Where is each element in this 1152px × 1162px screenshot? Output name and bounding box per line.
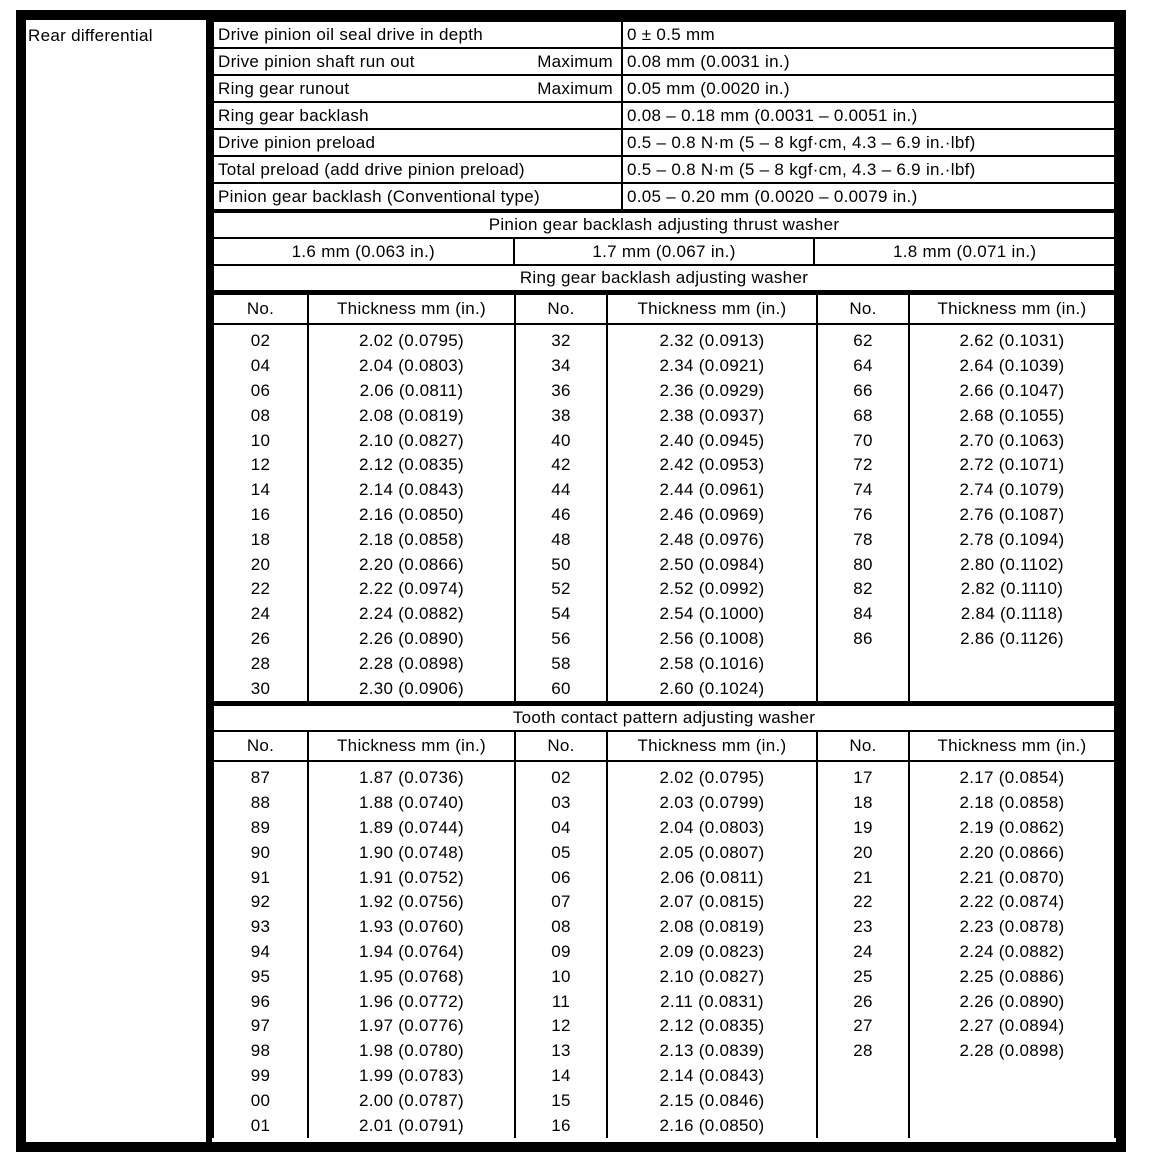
washer-thickness: 2.20 (0.0866) xyxy=(308,552,515,577)
washer-no: 27 xyxy=(817,1014,909,1039)
washer-thickness: 2.32 (0.0913) xyxy=(607,324,817,354)
col-header-thickness: Thickness mm (in.) xyxy=(308,295,515,324)
washer-no: 95 xyxy=(213,964,308,989)
washer-thickness: 2.18 (0.0858) xyxy=(909,791,1115,816)
table-row xyxy=(213,1039,1115,1064)
washer-no: 68 xyxy=(817,403,909,428)
washer-no: 22 xyxy=(817,890,909,915)
washer-no: 24 xyxy=(817,940,909,965)
washer-no: 02 xyxy=(213,324,308,354)
table-row xyxy=(213,577,1115,602)
washer-thickness: 2.12 (0.0835) xyxy=(607,1014,817,1039)
washer-thickness: 1.91 (0.0752) xyxy=(308,865,515,890)
washer-no: 44 xyxy=(515,478,607,503)
washer-no: 14 xyxy=(213,478,308,503)
washer-thickness: 2.15 (0.0846) xyxy=(607,1088,817,1113)
table-row xyxy=(213,503,1115,528)
table-row xyxy=(213,1064,1115,1089)
spec-label-cell xyxy=(213,21,622,48)
tooth-contact-washer-table xyxy=(212,732,1116,1138)
washer-thickness: 1.87 (0.0736) xyxy=(308,761,515,791)
pinion-washer-size: 1.6 mm (0.063 in.) xyxy=(213,238,514,265)
washer-no: 08 xyxy=(213,403,308,428)
washer-no: 50 xyxy=(515,552,607,577)
table-row xyxy=(213,865,1115,890)
washer-no: 80 xyxy=(817,552,909,577)
washer-thickness: 2.26 (0.0890) xyxy=(909,989,1115,1014)
washer-no: 00 xyxy=(213,1088,308,1113)
washer-no: 56 xyxy=(515,627,607,652)
washer-no: 20 xyxy=(817,840,909,865)
washer-no: 01 xyxy=(213,1113,308,1138)
washer-thickness: 1.89 (0.0744) xyxy=(308,816,515,841)
washer-no: 16 xyxy=(515,1113,607,1138)
spec-label: Ring gear runout xyxy=(218,78,350,98)
washer-no: 30 xyxy=(213,676,308,701)
washer-no xyxy=(817,676,909,701)
washer-thickness: 2.30 (0.0906) xyxy=(308,676,515,701)
washer-no: 16 xyxy=(213,503,308,528)
washer-no: 11 xyxy=(515,989,607,1014)
washer-no: 13 xyxy=(515,1039,607,1064)
washer-no: 09 xyxy=(515,940,607,965)
washer-no: 89 xyxy=(213,816,308,841)
washer-thickness: 2.86 (0.1126) xyxy=(909,627,1115,652)
table-row xyxy=(213,940,1115,965)
washer-thickness: 2.48 (0.0976) xyxy=(607,527,817,552)
washer-thickness: 2.18 (0.0858) xyxy=(308,527,515,552)
spec-value: 0.08 mm (0.0031 in.) xyxy=(622,48,1115,75)
washer-no: 15 xyxy=(515,1088,607,1113)
spec-main xyxy=(212,20,1116,1142)
washer-no: 34 xyxy=(515,354,607,379)
washer-thickness: 1.96 (0.0772) xyxy=(308,989,515,1014)
washer-no xyxy=(817,1064,909,1089)
washer-no: 10 xyxy=(515,964,607,989)
spec-row xyxy=(213,129,1115,156)
washer-no: 17 xyxy=(817,761,909,791)
tooth-contact-title-table xyxy=(212,701,1116,732)
washer-no xyxy=(817,1088,909,1113)
spec-value: 0.05 mm (0.0020 in.) xyxy=(622,75,1115,102)
table-row xyxy=(213,552,1115,577)
washer-thickness: 2.42 (0.0953) xyxy=(607,453,817,478)
washer-thickness: 2.36 (0.0929) xyxy=(607,379,817,404)
spec-row xyxy=(213,48,1115,75)
table-row xyxy=(213,915,1115,940)
washer-thickness: 2.23 (0.0878) xyxy=(909,915,1115,940)
washer-thickness: 2.28 (0.0898) xyxy=(909,1039,1115,1064)
washer-no: 06 xyxy=(213,379,308,404)
washer-thickness: 2.56 (0.1008) xyxy=(607,627,817,652)
washer-no: 25 xyxy=(817,964,909,989)
spec-row xyxy=(213,102,1115,129)
washer-thickness: 2.14 (0.0843) xyxy=(607,1064,817,1089)
washer-thickness: 2.01 (0.0791) xyxy=(308,1113,515,1138)
pinion-washer-title: Pinion gear backlash adjusting thrust washer xyxy=(213,212,1115,238)
washer-thickness: 2.26 (0.0890) xyxy=(308,627,515,652)
table-row xyxy=(213,676,1115,701)
col-header-no: No. xyxy=(817,295,909,324)
washer-thickness: 1.94 (0.0764) xyxy=(308,940,515,965)
spec-label: Ring gear backlash xyxy=(218,105,369,125)
table-row xyxy=(213,478,1115,503)
washer-no: 22 xyxy=(213,577,308,602)
washer-no xyxy=(817,651,909,676)
washer-no: 48 xyxy=(515,527,607,552)
table-row xyxy=(213,840,1115,865)
washer-thickness: 2.08 (0.0819) xyxy=(308,403,515,428)
spec-row xyxy=(213,21,1115,48)
washer-thickness: 2.40 (0.0945) xyxy=(607,428,817,453)
spec-qualifier: Maximum xyxy=(537,79,613,98)
section-label-column xyxy=(26,20,212,1142)
washer-no: 93 xyxy=(213,915,308,940)
washer-no: 91 xyxy=(213,865,308,890)
washer-thickness: 2.60 (0.1024) xyxy=(607,676,817,701)
washer-thickness: 2.74 (0.1079) xyxy=(909,478,1115,503)
washer-thickness: 2.08 (0.0819) xyxy=(607,915,817,940)
washer-thickness: 2.52 (0.0992) xyxy=(607,577,817,602)
spec-row xyxy=(213,75,1115,102)
col-header-thickness: Thickness mm (in.) xyxy=(909,295,1115,324)
table-row xyxy=(213,602,1115,627)
washer-thickness: 1.90 (0.0748) xyxy=(308,840,515,865)
washer-thickness: 2.20 (0.0866) xyxy=(909,840,1115,865)
washer-thickness: 1.92 (0.0756) xyxy=(308,890,515,915)
washer-thickness: 2.12 (0.0835) xyxy=(308,453,515,478)
washer-thickness: 2.80 (0.1102) xyxy=(909,552,1115,577)
washer-thickness: 1.95 (0.0768) xyxy=(308,964,515,989)
washer-thickness: 2.50 (0.0984) xyxy=(607,552,817,577)
spec-label-cell xyxy=(213,129,622,156)
washer-thickness: 2.03 (0.0799) xyxy=(607,791,817,816)
washer-thickness xyxy=(909,1113,1115,1138)
section-label: Rear differential xyxy=(28,26,153,45)
washer-thickness: 2.66 (0.1047) xyxy=(909,379,1115,404)
washer-thickness xyxy=(909,1088,1115,1113)
spec-label: Drive pinion oil seal drive in depth xyxy=(218,24,483,44)
washer-thickness: 2.00 (0.0787) xyxy=(308,1088,515,1113)
washer-no: 97 xyxy=(213,1014,308,1039)
washer-no: 12 xyxy=(213,453,308,478)
table-row xyxy=(213,379,1115,404)
table-row xyxy=(213,627,1115,652)
washer-thickness: 2.22 (0.0874) xyxy=(909,890,1115,915)
col-header-thickness: Thickness mm (in.) xyxy=(607,295,817,324)
washer-no: 90 xyxy=(213,840,308,865)
washer-no: 70 xyxy=(817,428,909,453)
washer-thickness: 2.28 (0.0898) xyxy=(308,651,515,676)
washer-no: 82 xyxy=(817,577,909,602)
table-row xyxy=(213,761,1115,791)
table-row xyxy=(213,791,1115,816)
washer-thickness: 2.72 (0.1071) xyxy=(909,453,1115,478)
washer-no: 64 xyxy=(817,354,909,379)
washer-no: 24 xyxy=(213,602,308,627)
pinion-washer-size: 1.8 mm (0.071 in.) xyxy=(814,238,1115,265)
table-row xyxy=(213,403,1115,428)
table-row xyxy=(213,1113,1115,1138)
washer-thickness: 2.10 (0.0827) xyxy=(607,964,817,989)
washer-thickness: 2.10 (0.0827) xyxy=(308,428,515,453)
washer-no: 86 xyxy=(817,627,909,652)
washer-no: 99 xyxy=(213,1064,308,1089)
washer-thickness: 2.17 (0.0854) xyxy=(909,761,1115,791)
washer-thickness xyxy=(909,676,1115,701)
washer-no: 54 xyxy=(515,602,607,627)
washer-thickness xyxy=(909,651,1115,676)
washer-no: 10 xyxy=(213,428,308,453)
washer-no: 04 xyxy=(515,816,607,841)
table-row xyxy=(213,964,1115,989)
col-header-no: No. xyxy=(817,732,909,761)
tooth-contact-washer-title: Tooth contact pattern adjusting washer xyxy=(213,703,1115,731)
washer-no xyxy=(817,1113,909,1138)
col-header-no: No. xyxy=(515,732,607,761)
washer-no: 02 xyxy=(515,761,607,791)
washer-thickness: 2.16 (0.0850) xyxy=(607,1113,817,1138)
washer-thickness: 1.98 (0.0780) xyxy=(308,1039,515,1064)
washer-no: 19 xyxy=(817,816,909,841)
col-header-no: No. xyxy=(515,295,607,324)
table-header-row xyxy=(213,295,1115,324)
spec-qualifier: Maximum xyxy=(537,52,613,71)
washer-no: 14 xyxy=(515,1064,607,1089)
washer-thickness: 2.68 (0.1055) xyxy=(909,403,1115,428)
washer-thickness: 2.16 (0.0850) xyxy=(308,503,515,528)
washer-thickness: 2.44 (0.0961) xyxy=(607,478,817,503)
washer-thickness: 2.04 (0.0803) xyxy=(308,354,515,379)
washer-no: 32 xyxy=(515,324,607,354)
washer-thickness: 2.04 (0.0803) xyxy=(607,816,817,841)
washer-thickness: 2.24 (0.0882) xyxy=(909,940,1115,965)
spec-label-cell xyxy=(213,48,622,75)
washer-no: 74 xyxy=(817,478,909,503)
col-header-no: No. xyxy=(213,732,308,761)
table-row xyxy=(213,651,1115,676)
washer-thickness: 2.34 (0.0921) xyxy=(607,354,817,379)
ring-gear-washer-title: Ring gear backlash adjusting washer xyxy=(213,265,1115,293)
washer-thickness: 2.19 (0.0862) xyxy=(909,816,1115,841)
washer-thickness: 2.07 (0.0815) xyxy=(607,890,817,915)
table-row xyxy=(213,890,1115,915)
washer-no: 42 xyxy=(515,453,607,478)
washer-no: 96 xyxy=(213,989,308,1014)
washer-thickness: 2.62 (0.1031) xyxy=(909,324,1115,354)
washer-thickness: 2.46 (0.0969) xyxy=(607,503,817,528)
washer-no: 07 xyxy=(515,890,607,915)
washer-no: 40 xyxy=(515,428,607,453)
table-row xyxy=(213,428,1115,453)
washer-no: 62 xyxy=(817,324,909,354)
washer-no: 28 xyxy=(817,1039,909,1064)
washer-no: 03 xyxy=(515,791,607,816)
spec-value: 0.08 – 0.18 mm (0.0031 – 0.0051 in.) xyxy=(622,102,1115,129)
washer-no: 18 xyxy=(817,791,909,816)
col-header-thickness: Thickness mm (in.) xyxy=(909,732,1115,761)
ring-gear-washer-table xyxy=(212,295,1116,701)
spec-label: Drive pinion shaft run out xyxy=(218,51,415,71)
table-row xyxy=(213,324,1115,354)
washer-thickness: 1.93 (0.0760) xyxy=(308,915,515,940)
spec-label-cell xyxy=(213,183,622,210)
washer-thickness: 2.09 (0.0823) xyxy=(607,940,817,965)
washer-no: 46 xyxy=(515,503,607,528)
table-row xyxy=(213,1014,1115,1039)
col-header-thickness: Thickness mm (in.) xyxy=(607,732,817,761)
washer-thickness: 2.76 (0.1087) xyxy=(909,503,1115,528)
spec-value: 0 ± 0.5 mm xyxy=(622,21,1115,48)
spec-sheet-frame xyxy=(16,10,1126,1152)
spec-label-cell xyxy=(213,102,622,129)
washer-no: 98 xyxy=(213,1039,308,1064)
spec-table xyxy=(212,20,1116,211)
table-row xyxy=(213,1088,1115,1113)
washer-no: 06 xyxy=(515,865,607,890)
washer-no: 12 xyxy=(515,1014,607,1039)
washer-no: 21 xyxy=(817,865,909,890)
washer-thickness: 2.70 (0.1063) xyxy=(909,428,1115,453)
washer-no: 26 xyxy=(817,989,909,1014)
washer-no: 94 xyxy=(213,940,308,965)
washer-no: 78 xyxy=(817,527,909,552)
washer-no: 04 xyxy=(213,354,308,379)
washer-thickness: 2.38 (0.0937) xyxy=(607,403,817,428)
washer-no: 23 xyxy=(817,915,909,940)
washer-thickness: 2.05 (0.0807) xyxy=(607,840,817,865)
washer-no: 58 xyxy=(515,651,607,676)
washer-thickness: 2.58 (0.1016) xyxy=(607,651,817,676)
washer-no: 08 xyxy=(515,915,607,940)
washer-thickness: 2.64 (0.1039) xyxy=(909,354,1115,379)
washer-thickness: 2.22 (0.0974) xyxy=(308,577,515,602)
washer-thickness: 2.25 (0.0886) xyxy=(909,964,1115,989)
washer-thickness: 2.14 (0.0843) xyxy=(308,478,515,503)
washer-thickness: 2.84 (0.1118) xyxy=(909,602,1115,627)
washer-thickness: 1.88 (0.0740) xyxy=(308,791,515,816)
pinion-washer-table xyxy=(212,211,1116,295)
washer-no: 84 xyxy=(817,602,909,627)
washer-no: 05 xyxy=(515,840,607,865)
washer-no: 36 xyxy=(515,379,607,404)
table-row xyxy=(213,816,1115,841)
washer-no: 72 xyxy=(817,453,909,478)
washer-thickness: 2.24 (0.0882) xyxy=(308,602,515,627)
washer-no: 76 xyxy=(817,503,909,528)
spec-value: 0.5 – 0.8 N·m (5 – 8 kgf·cm, 4.3 – 6.9 in.·lbf) xyxy=(622,129,1115,156)
washer-thickness: 2.02 (0.0795) xyxy=(308,324,515,354)
table-row xyxy=(213,453,1115,478)
washer-thickness: 2.13 (0.0839) xyxy=(607,1039,817,1064)
washer-thickness xyxy=(909,1064,1115,1089)
washer-no: 38 xyxy=(515,403,607,428)
washer-thickness: 2.02 (0.0795) xyxy=(607,761,817,791)
washer-no: 18 xyxy=(213,527,308,552)
spec-row xyxy=(213,156,1115,183)
washer-no: 66 xyxy=(817,379,909,404)
spec-label-cell xyxy=(213,156,622,183)
table-row xyxy=(213,527,1115,552)
pinion-washer-size: 1.7 mm (0.067 in.) xyxy=(514,238,815,265)
col-header-no: No. xyxy=(213,295,308,324)
washer-thickness: 2.21 (0.0870) xyxy=(909,865,1115,890)
spec-label: Drive pinion preload xyxy=(218,132,376,152)
washer-no: 87 xyxy=(213,761,308,791)
spec-label: Total preload (add drive pinion preload) xyxy=(218,159,525,179)
washer-no: 20 xyxy=(213,552,308,577)
washer-no: 28 xyxy=(213,651,308,676)
spec-value: 0.05 – 0.20 mm (0.0020 – 0.0079 in.) xyxy=(622,183,1115,210)
washer-thickness: 2.06 (0.0811) xyxy=(308,379,515,404)
table-row xyxy=(213,354,1115,379)
spec-label: Pinion gear backlash (Conventional type) xyxy=(218,186,540,206)
col-header-thickness: Thickness mm (in.) xyxy=(308,732,515,761)
washer-thickness: 2.27 (0.0894) xyxy=(909,1014,1115,1039)
spec-label-cell xyxy=(213,75,622,102)
table-header-row xyxy=(213,732,1115,761)
washer-thickness: 2.06 (0.0811) xyxy=(607,865,817,890)
washer-no: 26 xyxy=(213,627,308,652)
washer-no: 88 xyxy=(213,791,308,816)
washer-thickness: 2.82 (0.1110) xyxy=(909,577,1115,602)
table-row xyxy=(213,989,1115,1014)
washer-thickness: 2.11 (0.0831) xyxy=(607,989,817,1014)
washer-no: 92 xyxy=(213,890,308,915)
washer-thickness: 2.78 (0.1094) xyxy=(909,527,1115,552)
washer-no: 60 xyxy=(515,676,607,701)
spec-row xyxy=(213,183,1115,210)
washer-thickness: 1.99 (0.0783) xyxy=(308,1064,515,1089)
washer-thickness: 2.54 (0.1000) xyxy=(607,602,817,627)
washer-thickness: 1.97 (0.0776) xyxy=(308,1014,515,1039)
washer-no: 52 xyxy=(515,577,607,602)
spec-value: 0.5 – 0.8 N·m (5 – 8 kgf·cm, 4.3 – 6.9 in.·lbf) xyxy=(622,156,1115,183)
